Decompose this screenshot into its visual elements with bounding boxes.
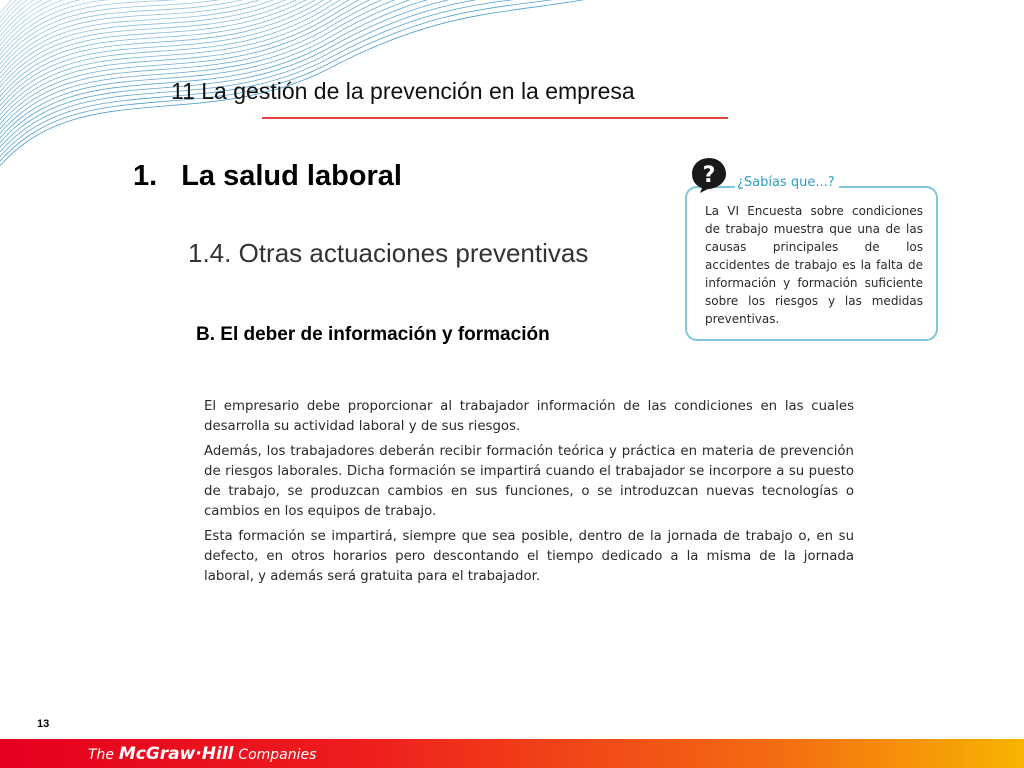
section-title: La salud laboral — [181, 160, 402, 192]
chapter-title: 11 La gestión de la prevención en la empresa — [171, 78, 635, 104]
page-number: 13 — [37, 718, 50, 730]
brand-prefix: The — [88, 747, 115, 763]
question-mark-icon — [689, 155, 729, 195]
wave-line — [0, 0, 620, 133]
body-text — [204, 397, 854, 592]
brand-logo — [88, 744, 316, 764]
wave-line — [0, 0, 620, 142]
wave-line — [0, 0, 620, 146]
paragraph: Además, los trabajadores deberán recibir formación teórica y práctica en materia de prevención de riesgos laborales. Dicha formación se impartirá cuando el trabajador se incorpore a su puesto de trabajo, se produzcan cambios en sus funciones, o se introduzcan nuevas tecnologías o cambios en los equipos de trabajo. — [204, 444, 854, 519]
wave-line — [0, 0, 620, 28]
topic-heading: B. El deber de información y formación — [196, 324, 550, 345]
brand-suffix: Companies — [238, 747, 317, 763]
wave-line — [0, 0, 620, 37]
section-number: 1. — [133, 160, 158, 192]
section-heading — [133, 160, 402, 193]
paragraph: El empresario debe proporcionar al trabajador información de las condiciones en las cuales desarrolla su actividad laboral y de sus riesgos. — [204, 399, 854, 434]
paragraph: Esta formación se impartirá, siempre que sea posible, dentro de la jornada de trabajo o, en su defecto, en otros horarios pero descontando el tiempo dedicado a la misma de la jornada laboral, y además será gratuita para el trabajador. — [204, 529, 854, 584]
did-you-know-title: ¿Sabías que...? — [735, 175, 839, 190]
wave-line — [0, 0, 620, 78]
wave-line — [0, 0, 620, 64]
title-underline — [262, 117, 728, 119]
did-you-know-text: La VI Encuesta sobre condiciones de trabajo muestra que una de las causas principales de los accidentes de trabajo es la falta de información y formación suficiente sobre los riesgos y las medidas preventivas. — [705, 204, 923, 326]
subsection-heading: 1.4. Otras actuaciones preventivas — [188, 238, 589, 268]
wave-line — [0, 0, 620, 128]
svg-text:?: ? — [702, 163, 716, 188]
brand-name: McGraw·Hill — [118, 744, 234, 764]
